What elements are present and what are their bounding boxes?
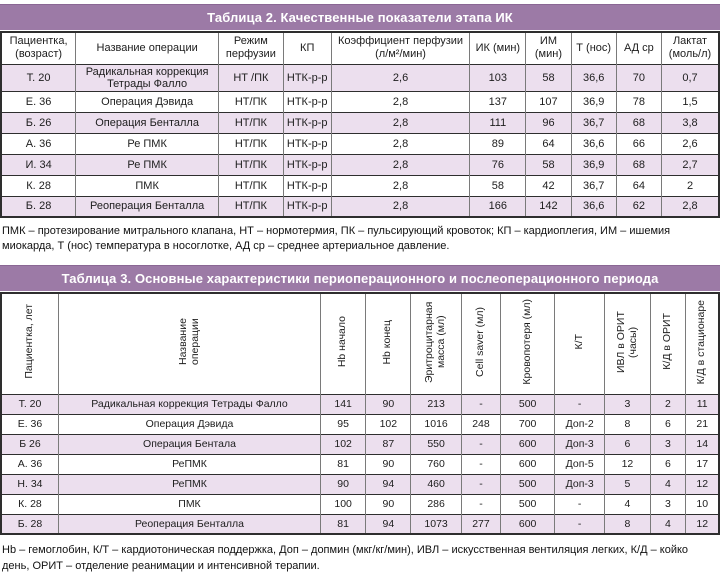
table-cell: 286 (411, 494, 461, 514)
table-cell: 36,7 (571, 175, 616, 196)
table-cell: А. 36 (1, 133, 76, 154)
column-header-label: Кровопотеря (мл) (520, 298, 533, 385)
table-cell: 2,8 (331, 154, 470, 175)
table-cell: А. 36 (1, 454, 58, 474)
column-header-label: Название операции (176, 318, 201, 366)
table-cell: - (461, 474, 500, 494)
table3 (0, 292, 720, 536)
table-cell: 107 (526, 91, 571, 112)
column-header-label: Т (нос) (576, 41, 612, 54)
table-cell: НТК-р-р (283, 196, 331, 217)
table-cell: 36,6 (571, 133, 616, 154)
table-cell: 78 (616, 91, 661, 112)
table-cell: 6 (650, 454, 686, 474)
column-header (470, 32, 526, 64)
column-header (58, 293, 320, 395)
table-cell: 58 (526, 64, 571, 91)
column-header-label: КП (300, 41, 315, 54)
table3-title: Таблица 3. Основные характеристики периоперационного и послеоперационного периода (61, 270, 659, 286)
column-header-label: Название операции (96, 41, 198, 54)
table-cell: 36,6 (571, 196, 616, 217)
table2-title: Таблица 2. Качественные показатели этапа ИК (207, 10, 513, 25)
table-cell: 94 (366, 514, 411, 534)
table-cell: 3 (650, 494, 686, 514)
table2-header (1, 32, 719, 64)
table-row (1, 175, 719, 196)
table-row (1, 196, 719, 217)
table-cell: НТ/ПК (219, 112, 284, 133)
column-header (571, 32, 616, 64)
table3-header (1, 293, 719, 395)
table-cell: 100 (321, 494, 366, 514)
table-cell: 42 (526, 175, 571, 196)
table-cell: 11 (686, 394, 719, 414)
table-cell: 600 (501, 454, 555, 474)
table-cell: НТ/ПК (219, 175, 284, 196)
table-row (1, 494, 719, 514)
column-header-label: Эритроцитарная масса (мл) (423, 301, 448, 383)
table-cell: 550 (411, 434, 461, 454)
table-cell: 141 (321, 394, 366, 414)
table-cell: 460 (411, 474, 461, 494)
table-cell: 500 (501, 394, 555, 414)
table-cell: ПМК (76, 175, 219, 196)
column-header (366, 293, 411, 395)
table-cell: 2,8 (662, 196, 720, 217)
table-row (1, 394, 719, 414)
table-cell: 90 (366, 494, 411, 514)
table-cell: 2,8 (331, 196, 470, 217)
column-header-label: АД ср (623, 41, 654, 54)
column-header (555, 293, 605, 395)
table-cell: Радикальная коррекция Тетрады Фалло (76, 64, 219, 91)
table-cell: 103 (470, 64, 526, 91)
table-row (1, 91, 719, 112)
column-header (605, 293, 650, 395)
table-cell: 5 (605, 474, 650, 494)
table-cell: НТ/ПК (219, 133, 284, 154)
table-cell: НТК-р-р (283, 112, 331, 133)
table-cell: 0,7 (662, 64, 720, 91)
table-cell: Е. 36 (1, 91, 76, 112)
table-cell: Н. 34 (1, 474, 58, 494)
table-cell: 8 (605, 414, 650, 434)
table-cell: - (461, 394, 500, 414)
table-cell: 4 (650, 514, 686, 534)
table-cell: 6 (650, 414, 686, 434)
column-header-label: К/Т (572, 334, 585, 350)
column-header (650, 293, 686, 395)
column-header-label: Нb конец (381, 319, 394, 365)
column-header (1, 293, 58, 395)
table-cell: 3 (650, 434, 686, 454)
table2-footnote: ПМК – протезирование митрального клапана, НТ – нормотермия, ПК – пульсирующий кровоток; КП – кардиоплегия, ИМ – ишемия миокарда, Т (нос) температура в носоглотке, АД ср – среднее артериальное давление. (2, 225, 671, 253)
column-header (616, 32, 661, 64)
table-cell: Реоперация Бенталла (76, 196, 219, 217)
table-cell: 10 (686, 494, 719, 514)
column-header-label: Пациентка, (возраст) (9, 35, 68, 61)
table-cell: 2,8 (331, 91, 470, 112)
table-cell: 1073 (411, 514, 461, 534)
table-cell: НТК-р-р (283, 133, 331, 154)
table2 (0, 31, 720, 218)
table-cell: 760 (411, 454, 461, 474)
table-cell: 66 (616, 133, 661, 154)
table-cell: 2,8 (331, 133, 470, 154)
table-cell: Реоперация Бенталла (58, 514, 320, 534)
table-cell: 142 (526, 196, 571, 217)
table-cell: Ре ПМК (76, 133, 219, 154)
column-header-label: ИВЛ в ОРИТ (часы) (614, 310, 639, 373)
column-header (526, 32, 571, 64)
table-cell: 2,7 (662, 154, 720, 175)
table-cell: Операция Бенталла (76, 112, 219, 133)
table3-title-bar (0, 265, 720, 291)
table-cell: 8 (605, 514, 650, 534)
table-cell: НТ/ПК (219, 196, 284, 217)
column-header (321, 293, 366, 395)
table-cell: 89 (470, 133, 526, 154)
table-cell: НТК-р-р (283, 91, 331, 112)
table-cell: 68 (616, 154, 661, 175)
table-cell: 600 (501, 434, 555, 454)
column-header (331, 32, 470, 64)
table-cell: Операция Бентала (58, 434, 320, 454)
table-cell: 2,8 (331, 112, 470, 133)
table-cell: 4 (650, 474, 686, 494)
table-cell: Радикальная коррекция Тетрады Фалло (58, 394, 320, 414)
column-header-label: ИК (мин) (475, 41, 521, 54)
table-cell: 2 (650, 394, 686, 414)
column-header (411, 293, 461, 395)
table-cell: 12 (686, 474, 719, 494)
table-cell: 62 (616, 196, 661, 217)
table-cell: 36,6 (571, 64, 616, 91)
table-cell: 58 (470, 175, 526, 196)
table-cell: Операция Дэвида (58, 414, 320, 434)
table-cell: 36,7 (571, 112, 616, 133)
table-cell: 90 (321, 474, 366, 494)
table2-header-row (1, 32, 719, 64)
table-cell: Е. 36 (1, 414, 58, 434)
table-cell: 81 (321, 514, 366, 534)
table-row (1, 474, 719, 494)
table-row (1, 454, 719, 474)
table-cell: Т. 20 (1, 394, 58, 414)
table-cell: 95 (321, 414, 366, 434)
table-cell: 1,5 (662, 91, 720, 112)
table-cell: 36,9 (571, 154, 616, 175)
table3-footnote: Нb – гемоглобин, К/Т – кардиотоническая поддержка, Доп – допмин (мкг/кг/мин), ИВЛ – искусственная вентиляция легких, К/Д – койко день, ОРИТ – отделение реанимации и интенсивной терапии. (2, 544, 689, 572)
table-cell: 2,6 (331, 64, 470, 91)
column-header-label: К/Д в стационаре (695, 299, 708, 384)
table-cell: 3 (605, 394, 650, 414)
table-row (1, 64, 719, 91)
table-cell: Б. 28 (1, 196, 76, 217)
column-header (662, 32, 720, 64)
table-cell: Операция Дэвида (76, 91, 219, 112)
table-cell: РеПМК (58, 474, 320, 494)
table-cell: 87 (366, 434, 411, 454)
table-cell: 17 (686, 454, 719, 474)
column-header-label: ИМ (мин) (534, 35, 562, 61)
table-cell: Б. 26 (1, 112, 76, 133)
table-cell: Доп-2 (555, 414, 605, 434)
table-cell: 111 (470, 112, 526, 133)
table-cell: 500 (501, 474, 555, 494)
table-cell: 90 (366, 394, 411, 414)
table-cell: РеПМК (58, 454, 320, 474)
column-header-label: Лактат (моль/л) (668, 35, 712, 61)
column-header (283, 32, 331, 64)
column-header (219, 32, 284, 64)
table-cell: 3,8 (662, 112, 720, 133)
column-header-label: К/Д в ОРИТ (661, 313, 674, 371)
table2-body (1, 64, 719, 217)
table-cell: 600 (501, 514, 555, 534)
table-row (1, 514, 719, 534)
table-cell: 64 (616, 175, 661, 196)
table-cell: Доп-3 (555, 434, 605, 454)
table-cell: - (461, 494, 500, 514)
table-cell: 2,8 (331, 175, 470, 196)
table-cell: 277 (461, 514, 500, 534)
table-cell: Доп-3 (555, 474, 605, 494)
table-cell: 64 (526, 133, 571, 154)
table-cell: К. 28 (1, 175, 76, 196)
table-row (1, 434, 719, 454)
column-header-label: Нb начало (336, 316, 349, 368)
table-cell: НТК-р-р (283, 154, 331, 175)
table-cell: - (555, 514, 605, 534)
table-cell: - (555, 494, 605, 514)
table-cell: Т. 20 (1, 64, 76, 91)
table-cell: - (461, 454, 500, 474)
table-cell: Доп-5 (555, 454, 605, 474)
table-cell: К. 28 (1, 494, 58, 514)
table-cell: И. 34 (1, 154, 76, 175)
table-cell: 213 (411, 394, 461, 414)
table-cell: 2,6 (662, 133, 720, 154)
table3-header-row (1, 293, 719, 395)
table-cell: 2 (662, 175, 720, 196)
table-cell: 70 (616, 64, 661, 91)
table3-body (1, 394, 719, 534)
table-cell: 102 (366, 414, 411, 434)
table-cell: 4 (605, 494, 650, 514)
column-header-label: Пациентка, лет (23, 304, 36, 380)
table-cell: 90 (366, 454, 411, 474)
table-cell: 166 (470, 196, 526, 217)
table-cell: 36,9 (571, 91, 616, 112)
table-cell: 12 (686, 514, 719, 534)
table-cell: 14 (686, 434, 719, 454)
table-cell: 500 (501, 494, 555, 514)
column-header (501, 293, 555, 395)
table-cell: 76 (470, 154, 526, 175)
table-cell: Ре ПМК (76, 154, 219, 175)
table-cell: Б. 28 (1, 514, 58, 534)
table-cell: 94 (366, 474, 411, 494)
table-cell: НТ /ПК (219, 64, 284, 91)
table-cell: 248 (461, 414, 500, 434)
table-cell: 21 (686, 414, 719, 434)
table-cell: - (461, 434, 500, 454)
table-cell: 81 (321, 454, 366, 474)
table-cell: ПМК (58, 494, 320, 514)
table-row (1, 112, 719, 133)
column-header (686, 293, 719, 395)
table-cell: 137 (470, 91, 526, 112)
table-cell: 68 (616, 112, 661, 133)
table-cell: 12 (605, 454, 650, 474)
column-header-label: Коэффициент перфузии (л/м²/мин) (338, 35, 464, 61)
table-row (1, 414, 719, 434)
table-cell: НТ/ПК (219, 154, 284, 175)
table-row (1, 154, 719, 175)
table-cell: 700 (501, 414, 555, 434)
table-cell: НТК-р-р (283, 64, 331, 91)
table-cell: 6 (605, 434, 650, 454)
table-cell: 58 (526, 154, 571, 175)
table2-title-bar (0, 4, 720, 30)
table-cell: НТК-р-р (283, 175, 331, 196)
table-cell: НТ/ПК (219, 91, 284, 112)
column-header (1, 32, 76, 64)
column-header (461, 293, 500, 395)
column-header (76, 32, 219, 64)
table-cell: - (555, 394, 605, 414)
column-header-label: Cell saver (мл) (474, 306, 487, 377)
table-cell: 96 (526, 112, 571, 133)
column-header-label: Режим перфузии (225, 35, 276, 61)
table-cell: 1016 (411, 414, 461, 434)
table-cell: Б 26 (1, 434, 58, 454)
table-row (1, 133, 719, 154)
table-cell: 102 (321, 434, 366, 454)
